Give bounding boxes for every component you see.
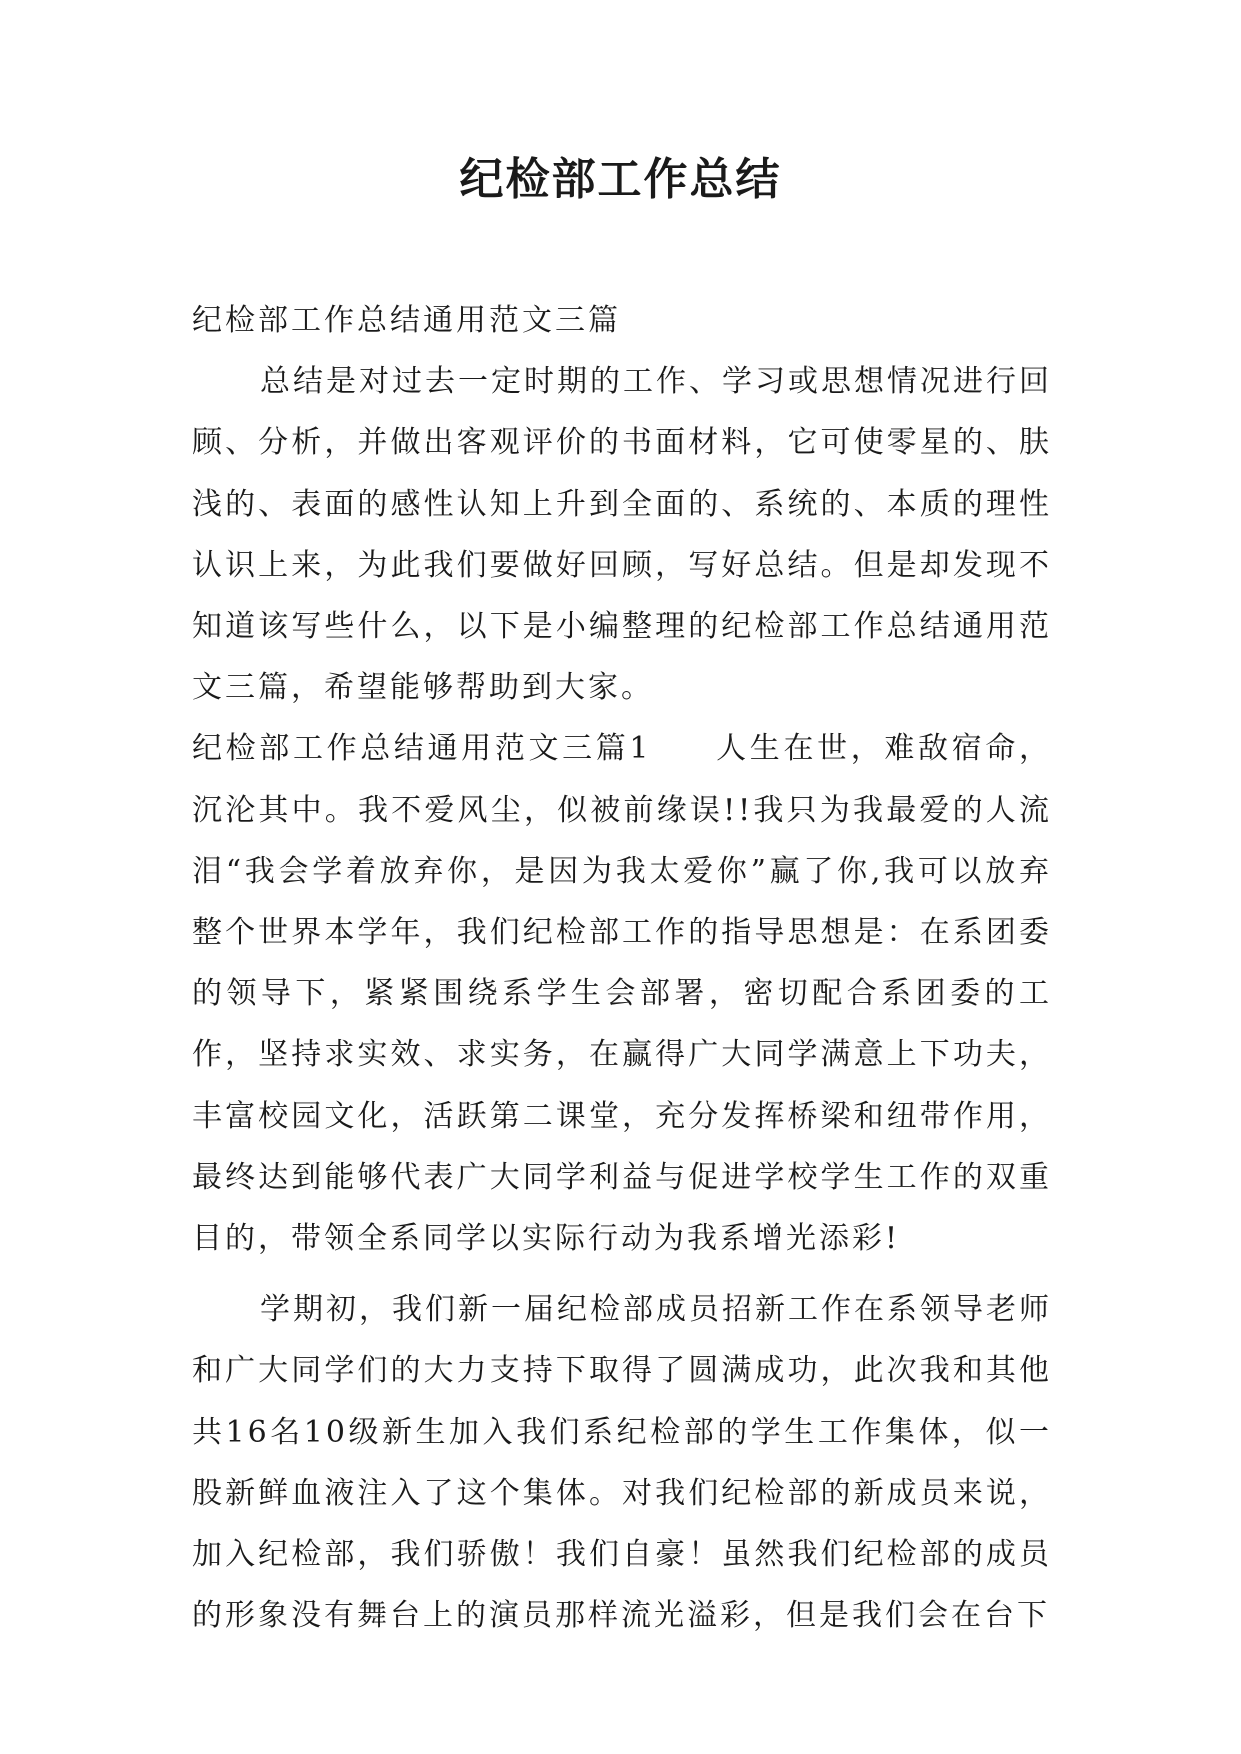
- section-1: [192, 718, 1052, 1269]
- document-body: [192, 290, 1052, 1646]
- intro-paragraph: 总结是对过去一定时期的工作、学习或思想情况进行回顾、分析，并做出客观评价的书面材料，它可使零星的、肤浅的、表面的感性认知上升到全面的、系统的、本质的理性认识上来，为此我们要做好回顾，写好总结。但是却发现不知道该写些什么，以下是小编整理的纪检部工作总结通用范文三篇，希望能够帮助到大家。: [192, 364, 1052, 706]
- document-subtitle: 纪检部工作总结通用范文三篇: [192, 303, 621, 338]
- section-1-text: 人生在世，难敌宿命，沉沦其中。我不爱风尘，似被前缘误!!我只为我最爱的人流泪“我会学着放弃你，是因为我太爱你”赢了你,我可以放弃整个世界本学年，我们纪检部工作的指导思想是：在系团委的领导下，紧紧围绕系学生会部署，密切配合系团委的工作，坚持求实效、求实务，在赢得广大同学满意上下功夫，丰富校园文化，活跃第二课堂，充分发挥桥梁和纽带作用，最终达到能够代表广大同学利益与促进学校学生工作的双重目的，带领全系同学以实际行动为我系增光添彩!: [192, 731, 1052, 1257]
- section-1-heading: 纪检部工作总结通用范文三篇1: [192, 731, 652, 767]
- paragraph-2: 学期初，我们新一届纪检部成员招新工作在系领导老师和广大同学们的大力支持下取得了圆满成功，此次我和其他共16名10级新生加入我们系纪检部的学生工作集体，似一股新鲜血液注入了这个集体。对我们纪检部的新成员来说，加入纪检部，我们骄傲！我们自豪！虽然我们纪检部的成员的形象没有舞台上的演员那样流光溢彩，但是我们会在台下: [192, 1292, 1052, 1634]
- document-title: 纪检部工作总结: [459, 154, 782, 205]
